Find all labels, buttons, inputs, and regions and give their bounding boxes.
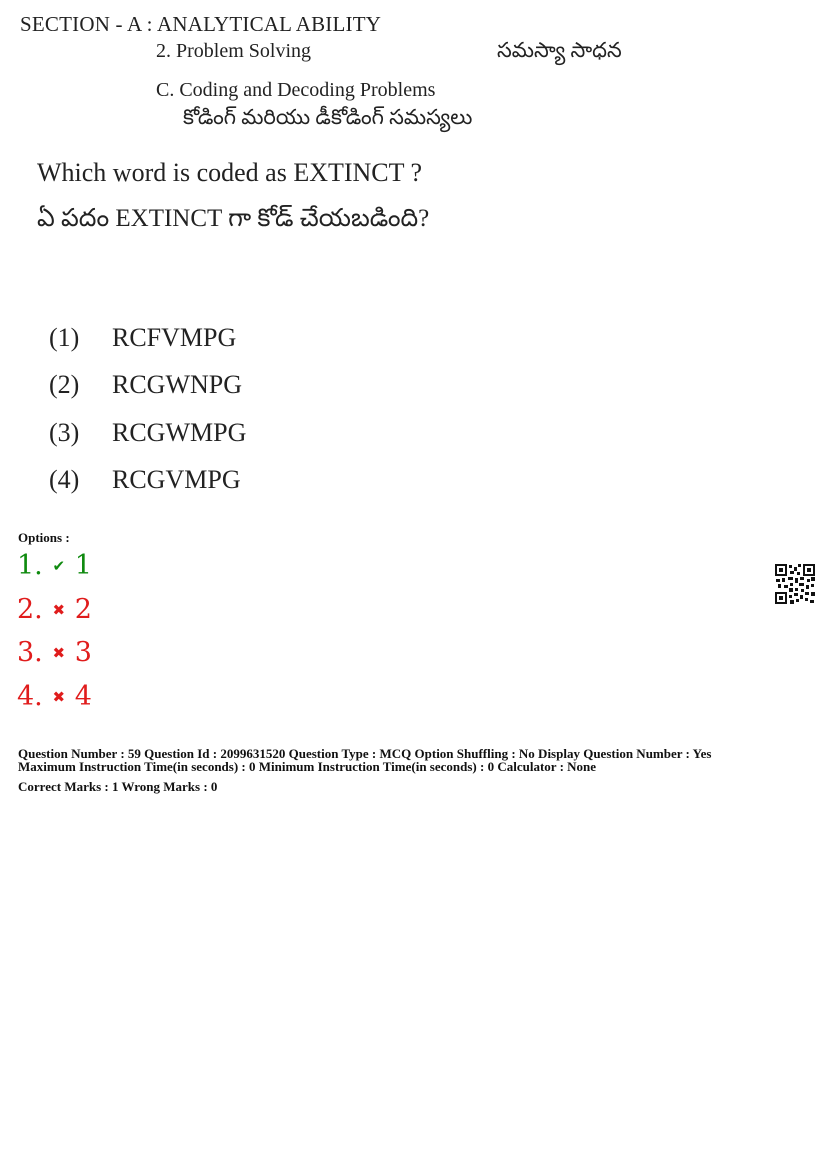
option-item [17, 550, 92, 581]
qr-code-icon [775, 564, 815, 604]
option-value: 2 [74, 594, 92, 625]
option-value: 4 [74, 681, 92, 712]
option-number: 4. [17, 681, 43, 712]
option-value: 1 [74, 550, 92, 581]
option-item [17, 637, 92, 668]
cross-icon: ✖ [52, 643, 66, 662]
choice-item [49, 465, 241, 495]
question-text: Which word is coded as EXTINCT ? [37, 158, 423, 187]
choice-number: (1) [49, 323, 80, 352]
check-icon: ✔ [52, 556, 66, 575]
option-number: 2. [17, 594, 43, 625]
question-text-telugu: ఏ పదం EXTINCT గా కోడ్ చేయబడింది? [37, 205, 430, 232]
choice-number: (4) [49, 465, 80, 494]
option-item [17, 681, 92, 712]
choice-text: RCFVMPG [112, 323, 237, 352]
cross-icon: ✖ [52, 600, 66, 619]
subsection-title: 2. Problem Solving [156, 40, 312, 62]
topic-title: C. Coding and Decoding Problems [156, 79, 436, 101]
option-number: 3. [17, 637, 43, 668]
option-number: 1. [17, 550, 43, 581]
option-item [17, 594, 92, 625]
section-title: SECTION - A : ANALYTICAL ABILITY [20, 12, 382, 36]
subsection-title-telugu: సమస్యా సాధన [497, 38, 622, 62]
question-meta-line-2: Maximum Instruction Time(in seconds) : 0 Minimum Instruction Time(in seconds) : 0 Calculator : None [18, 759, 597, 774]
choice-number: (2) [49, 370, 80, 399]
choice-text: RCGWMPG [112, 418, 247, 447]
question-meta-line-1: Question Number : 59 Question Id : 2099631520 Question Type : MCQ Option Shuffling : No Display Question Number : Yes [18, 746, 712, 761]
option-value: 3 [74, 637, 92, 668]
choice-item [49, 323, 236, 353]
choice-number: (3) [49, 418, 80, 447]
options-label: Options : [18, 530, 70, 545]
choice-text: RCGWNPG [112, 370, 243, 399]
topic-title-telugu: కోడింగ్ మరియు డీకోడింగ్ సమస్యలు [183, 105, 473, 129]
cross-icon: ✖ [52, 687, 66, 706]
choice-text: RCGVMPG [112, 465, 241, 494]
choice-item [49, 370, 242, 400]
choice-item [49, 418, 246, 448]
marks-info: Correct Marks : 1 Wrong Marks : 0 [18, 779, 218, 794]
